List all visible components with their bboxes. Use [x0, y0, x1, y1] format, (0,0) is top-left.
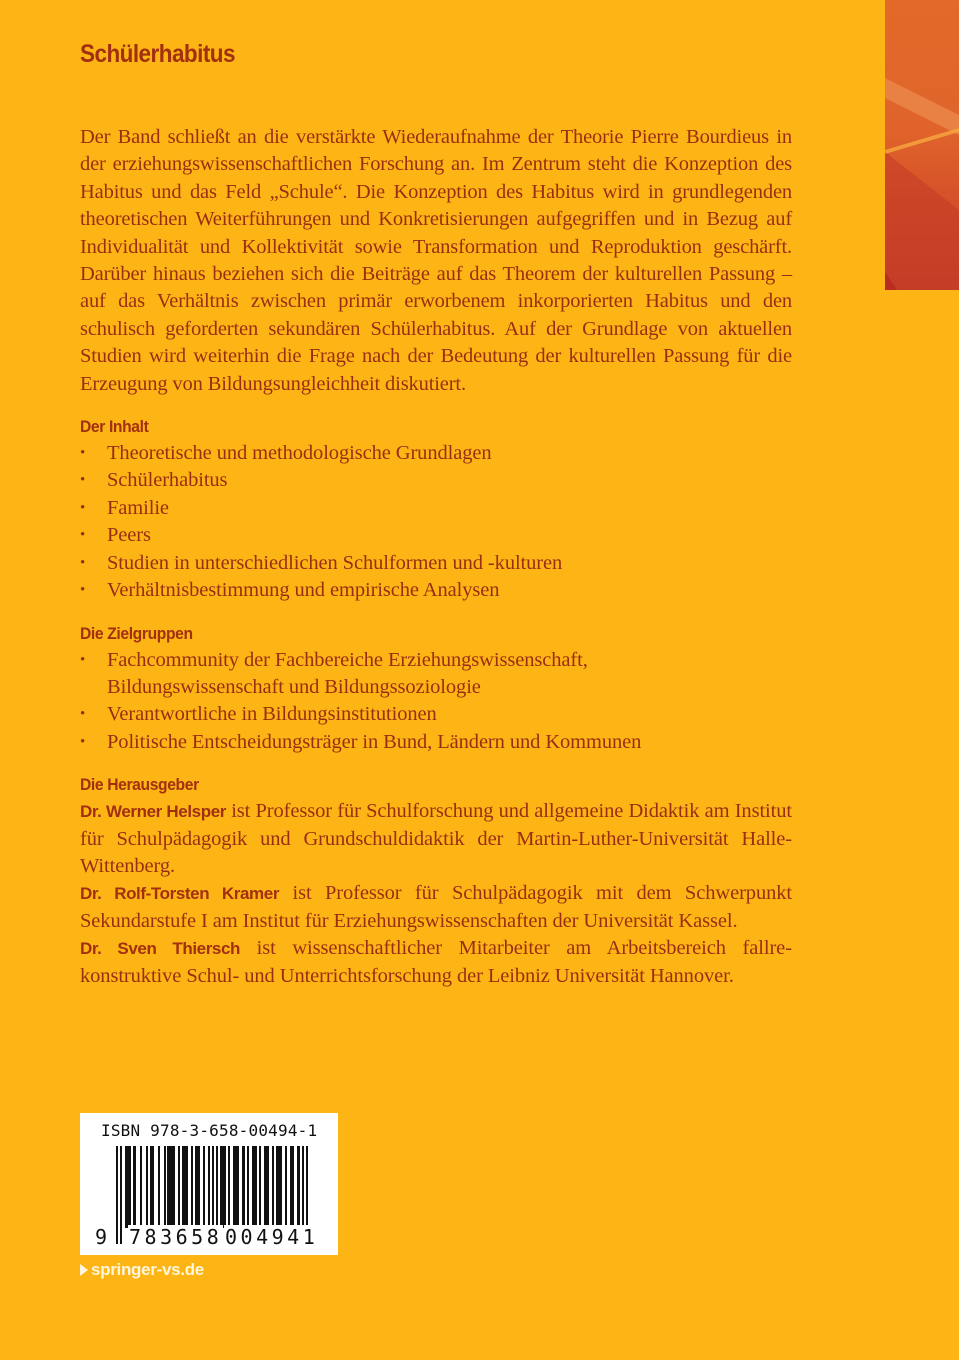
barcode-digits-left: 783658 [129, 1225, 223, 1249]
audience-item: • Politische Entscheidungsträger in Bund, Ländern und Kommunen [80, 729, 792, 756]
contents-list [80, 440, 792, 604]
editor-bio: ist Professor für Schulpädagogik mit dem Schwerpunkt Sekundarstufe I am Institut für Erziehungswissenschaften der Universität Kassel. [80, 882, 792, 932]
cover-corner-artwork [885, 0, 959, 290]
editor-entry [80, 935, 792, 990]
contents-item: • Verhältnisbestimmung und empirische Analysen [80, 577, 792, 604]
barcode-digits-right: 004941 [225, 1225, 319, 1249]
editor-entry [80, 798, 792, 880]
editors-heading: Die Herausgeber [80, 775, 199, 795]
audience-list [80, 647, 792, 757]
barcode-digit-first: 9 [95, 1225, 108, 1249]
website-label: springer-vs.de [91, 1260, 204, 1279]
audience-heading: Die Zielgruppen [80, 623, 193, 643]
isbn-label: ISBN 978-3-658-00494-1 [101, 1121, 318, 1140]
book-description: Der Band schließt an die verstärkte Wiederaufnahme der Theorie Pierre Bourdieus in der erziehungswissenschaftlichen Forschung an. Im Zentrum steht die Konzeption des Habitus und das Feld „Schule“. Die Konzeption des Habitus wird in grundlegenden theoretischen Weiterführungen und Konkretisierungen aufgegriffen und in Bezug auf Individualität und Kollektivität sowie Transformation und Reproduktion geschärft. Darüber hinaus beziehen sich die Beiträge auf das Theorem der kulturellen Passung – auf das Verhältnis zwischen primär erworbenem inkorporierten Habitus und den schulisch geforderten sekundären Schülerhabitus. Auf der Grundlage von aktuellen Studien wird weiterhin die Frage nach der Bedeutung der kulturellen Passung für die Erzeugung von Bildungsungleichheit diskutiert. [80, 126, 792, 395]
publisher-website-link[interactable] [80, 1260, 204, 1280]
audience-item: • Fachcommunity der Fachbereiche Erziehungswissenschaft, Bildungswissenschaft und Bildungssoziologie [80, 647, 792, 702]
contents-heading: Der Inhalt [80, 417, 149, 437]
book-title: Schülerhabitus [80, 40, 235, 68]
contents-item: • Peers [80, 522, 792, 549]
back-cover-content [80, 124, 792, 990]
editor-name: Dr. Sven Thiersch [80, 939, 241, 959]
isbn-barcode [80, 1113, 338, 1255]
contents-item: • Studien in unterschiedlichen Schulformen und -kulturen [80, 550, 792, 577]
contents-item: • Familie [80, 495, 792, 522]
abstract-shapes-icon [885, 0, 959, 290]
audience-item: • Verantwortliche in Bildungsinstitutionen [80, 701, 792, 728]
editor-bio: ist Professor für Schulforschung und allgemeine Didaktik am Institut für Schulpädagogik und Grundschuldidaktik der Martin-Luther-Universität Halle-Wittenberg. [80, 800, 792, 877]
contents-item: • Schülerhabitus [80, 467, 792, 494]
arrow-right-icon [80, 1264, 88, 1276]
editor-name: Dr. Rolf-Torsten Kramer [80, 884, 280, 904]
contents-item: • Theoretische und methodologische Grundlagen [80, 440, 792, 467]
editor-bio: ist wissenschaftlicher Mitarbeiter am Arbeitsbereich fallrekonstruktive Schul- und Unterrichtsforschung der Leibniz Universität Hannover. [80, 937, 793, 987]
editor-entry [80, 880, 792, 935]
editor-name: Dr. Werner Helsper [80, 802, 226, 822]
